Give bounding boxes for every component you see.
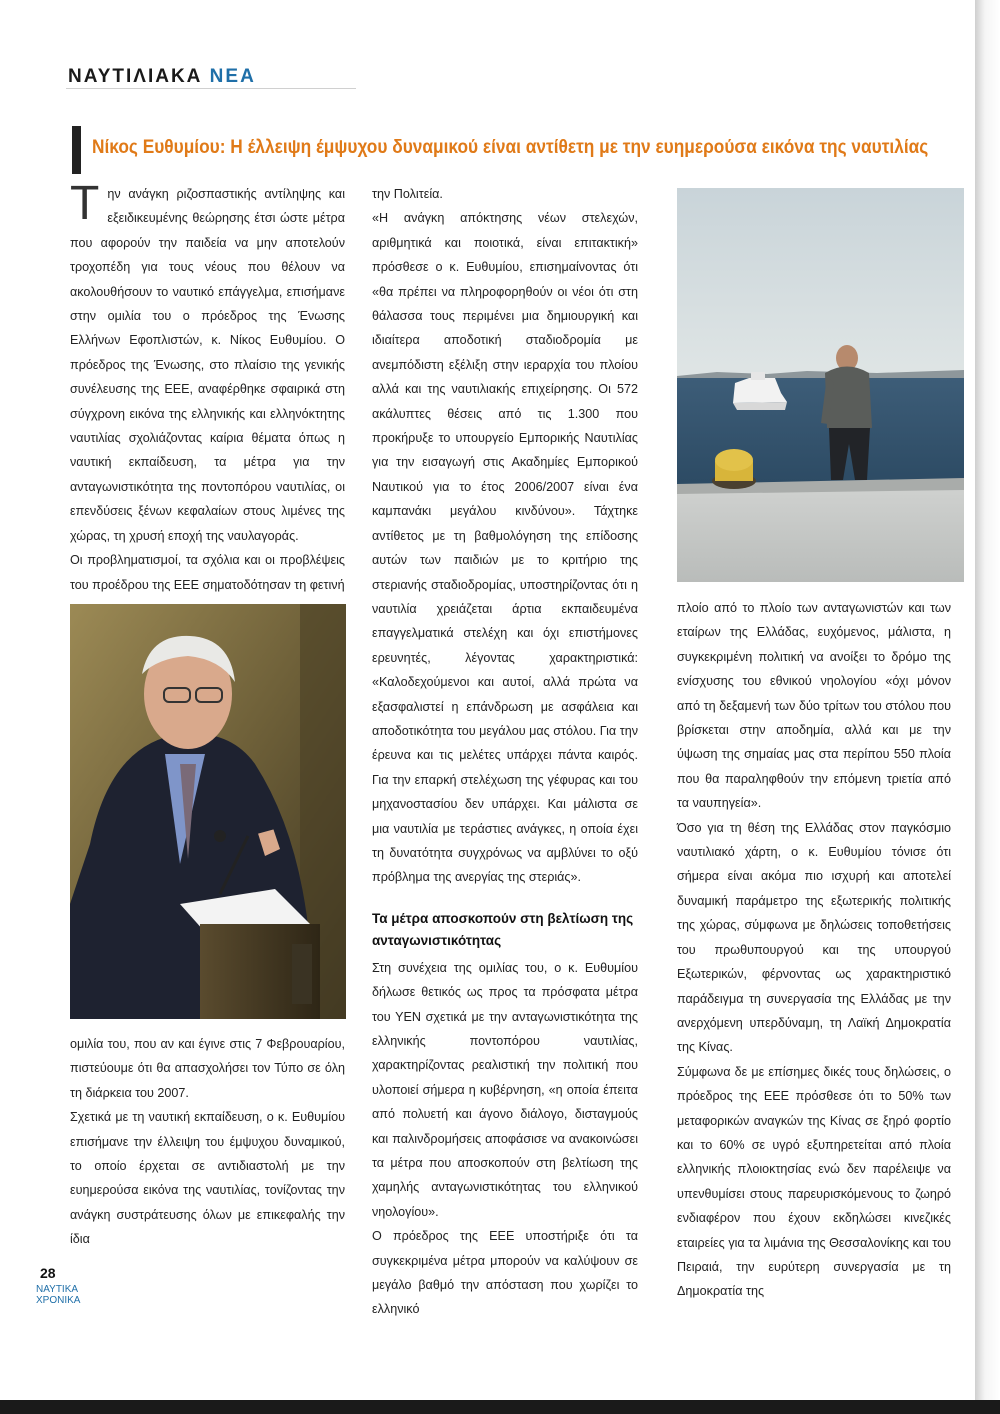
paragraph [70,177,345,548]
paragraph: Σύμφωνα δε με επίσημες δικές τους δηλώσεις, ο πρόεδρος της ΕΕΕ πρόσθεσε ότι το 50% των μεταφορικών αναγκών της Κίνας σε ξηρό φορτίο και το 60% σε υγρό εξυπηρετείται από πλοία ελληνικής πλοιοκτησίας ενώ δεν παρέλειψε να υπενθυμίσει στους παρευρισκόμενους το ζωηρό ενδιαφέρον που έχουν εκδηλώσει κινεζικές εταιρείες για τα λιμάνια της Θεσσαλονίκης και του Πειραιά, την ευρύτερη συνεργασία με τη Δημοκρατία της [677,1064,951,1299]
column-3 [677,596,951,1304]
paragraph: Όσο για τη θέση της Ελλάδας στον παγκόσμιο ναυτιλιακό χάρτη, ο κ. Ευθυμίου τόνισε ότι σήμερα είναι ακόμα πιο ισχυρή και αποτελεί δυναμική παράμετρο της εξωτερικής πολιτικής της χώρας, σύμφωνα με δηλώσεις τοποθετήσεις του πρωθυπουργού και της υπουργού Εξωτερικών, φέρνοντας ως χαρακτηριστικό παράδειγμα τη συνεργασία της Ελλάδας με την ανερχόμενη υπερδύναμη, τη Λαϊκή Δημοκρατία της Κίνας. [677,820,951,1055]
drop-cap: Τ [70,177,100,230]
paragraph-text: ην ανάγκη ριζοσπαστικής αντίληψης και εξειδικευμένης θεώρησης έτσι ώστε μέτρα που αφορούν την παιδεία να μην αποτελούν τροχοπέδη για τους νέους που θέλουν να ακολουθήσουν το ναυτικό επάγγελμα, επισήμανε στην ομιλία του ο πρόεδρος της Ένωσης Ελλήνων Εφοπλιστών, κ. Νίκος Ευθυμίου. Ο πρόεδρος της Ένωσης, στο πλαίσιο της γενικής συνέλευσης της ΕΕΕ, αναφέρθηκε σφαιρικά στη σύγχρονη εικόνα της ελληνικής και ελληνόκτητης ναυτιλίας σχολιάζοντας καίρια θέματα όπως η ναυτική εκπαίδευση, τα μέτρα για την ανταγωνιστικότητα της ποντοπόρου ναυτιλίας, οι επενδύσεις ξένων κεφαλαίων στους λιμένες της χώρας, τη χρυσή εποχή της ναυλαγοράς. [70,187,345,543]
section-subheading: Τα μέτρα αποσκοπούν στη βελτίωση της ανταγωνιστικότητας [372,910,634,948]
article-headline: Νίκος Ευθυμίου: Η έλλειψη έμψυχου δυναμικού είναι αντίθετη με την ευημερούσα εικόνα της ναυτιλίας [92,137,929,158]
paragraph: την Πολιτεία. [372,187,443,201]
paragraph: Οι προβληματισμοί, τα σχόλια και οι προβλέψεις του προέδρου της ΕΕΕ σηματοδότησαν τη φετινή [70,553,345,592]
column-2 [372,182,638,1322]
paragraph: Σχετικά με τη ναυτική εκπαίδευση, ο κ. Ευθυμίου επισήμανε την έλλειψη του έμψυχου δυναμικού, το οποίο έρχεται σε αντιδιαστολή με την ευημερούσα εικόνα της ναυτιλίας, τονίζοντας την ανάγκη συστράτευσης όλων με επικεφαλής την ίδια [70,1110,345,1247]
paragraph: Στη συνέχεια της ομιλίας του, ο κ. Ευθυμίου δήλωσε θετικός ως προς τα πρόσφατα μέτρα του ΥΕΝ σχετικά με την ανταγωνιστικότητα της ελληνικής ποντοπόρου ναυτιλίας, χαρακτηρίζοντας ρεαλιστική την πολιτική που υλοποιεί σήμερα η κυβέρνηση, «η οποία έπειτα από πολυετή και άγονο διάλογο, δισταγμούς και παλινδρομήσεις αποφάσισε να ανακοινώσει τα μέτρα που αποσκοπούν στη βελτίωση της χαμηλής ανταγωνιστικότητας του ελληνικού νηολογίου». [372,960,638,1219]
column-1-bottom [70,1032,345,1252]
sea-photo [677,188,964,582]
paragraph: ομιλία του, που αν και έγινε στις 7 Φεβρουαρίου, πιστεύουμε ότι θα απασχολήσει τον Τύπο σε όλη τη διάρκεια του 2007. [70,1037,345,1100]
paragraph: Ο πρόεδρος της ΕΕΕ υποστήριξε ότι τα συγκεκριμένα μέτρα μπορούν να καλύψουν σε μεγάλο βαθμό την απόσταση που χωρίζει το ελληνικό [372,1229,638,1317]
publication-line-1: ΝΑΥΤΙΚΑ [36,1284,79,1295]
page-edge-shadow [975,0,1000,1414]
speaker-photo [70,604,346,1019]
section-title-accent: ΝΕΑ [209,66,256,87]
column-1-top [70,177,345,597]
page-number: 28 [40,1265,56,1281]
paragraph: «Η ανάγκη απόκτησης νέων στελεχών, αριθμητικά και ποιοτικά, είναι επιτακτική» πρόσθεσε ο κ. Ευθυμίου, επισημαίνοντας ότι «θα πρέπει να πληροφορηθούν οι νέοι ότι στη θάλασσα τους περιμένει μια δημιουργική και ιδιαίτερα αποδοτική σταδιοδρομία με ανεμπόδιστη εξέλιξη στην ιεραρχία του πλοίου αλλά και της ναυτιλιακής επιχείρησης. Οι 572 ακάλυπτες θέσεις από τις 1.300 που προκήρυξε το υπουργείο Εμπορικής Ναυτιλίας για την εισαγωγή στις Ακαδημίες Εμπορικού Ναυτικού για το έτος 2006/2007 είναι ένα καμπανάκι μεγάλου κινδύνου». Τάχτηκε αντίθετος με τη βαθμολόγηση της επίδοσης αυτών των παιδιών με το κριτήριο της στεριανής σταδιοδρομίας, υποστηρίζοντας ότι η ναυτιλία χρειάζεται άρτια εκπαιδευμένα επαγγελματικά στελέχη και όχι επιστήμονες ερευνητές, λέγοντας χαρακτηριστικά: «Καλοδεχούμενοι και αυτοί, αλλά πρώτα να εξασφαλιστεί η επάνδρωση με ασφάλεια και αποδοτικότητα του μεγάλου μας στόλου. Για την έρευνα και τις μελέτες υπάρχει πάντα καιρός. Για την επαρκή στελέχωση της γέφυρας και του μηχανοστασίου δεν υπάρχει. Και μάλιστα σε μια ναυτιλία με τεράστιες ανάγκες, η οποία έχει τη δυνατότητα συγχρόνως να αμβλύνει το οξύ πρόβλημα της ανεργίας της στεριάς». [372,211,638,885]
scan-bottom-strip [0,1400,1000,1414]
headline-bar [72,126,81,174]
paragraph: πλοίο από το πλοίο των ανταγωνιστών και των εταίρων της Ελλάδας, ευχόμενος, μάλιστα, η συγκεκριμένη πολιτική να ανοίξει το δρόμο της ενίσχυσης του εθνικού νηολογίου «όχι μόνον από τη δεξαμενή των δύο τρίτων του στόλου που βρίσκεται στην αποδημία, αλλά και με την ύψωση της σημαίας μας στα περίπου 550 πλοία που θα παραληφθούν την επόμενη τριετία από τα ναυπηγεία». [677,601,951,811]
publication-name [36,1284,80,1306]
section-title-main: ΝΑΥΤΙΛΙΑΚΑ [68,66,203,87]
section-title [68,66,256,88]
publication-line-2: ΧΡΟΝΙΚΑ [36,1295,81,1306]
section-title-rule [66,88,356,89]
